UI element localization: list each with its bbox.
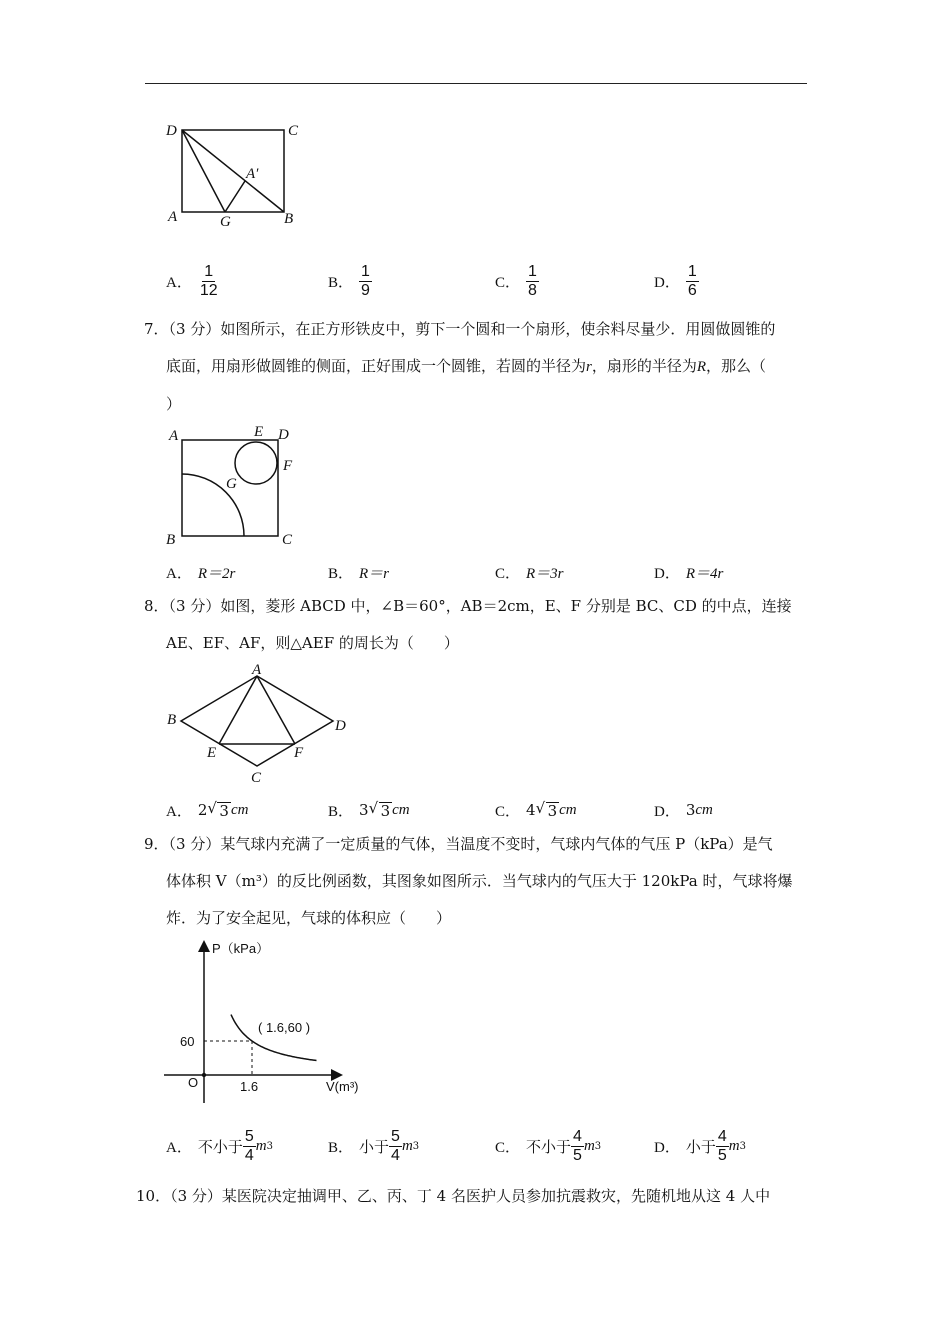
fraction: $\frac{5}{4}$ [244,1127,254,1164]
q9-options [166,1123,826,1169]
q8-label-B: B [167,712,177,728]
q7-label-A: A [169,428,179,444]
q7-option-a[interactable]: A． R＝2r [166,565,236,582]
q8-figure [160,660,360,790]
fraction: $\frac{5}{4}$ [391,1127,400,1164]
header-rule [145,83,807,84]
origin-dot [202,1073,206,1077]
q7-option-d[interactable]: D． R＝4r [654,565,724,582]
q9-option-b[interactable]: B． 小于 $\frac{5}{4}$ m 3 [328,1127,420,1164]
q8-option-b[interactable]: B． 3 √ 3 cm [328,787,410,833]
q9-text: 9．（3 分）某气球内充满了一定质量的气体，当温度不变时，气球内气体的气压 P（kPa）是气 体体积 V（m³）的反比例函数，其图象如图所示．当气球内的气压大于 120kPa 时，气球将爆 炸．为了安全起见，气球的体积应（ ） [144,835,793,927]
q9-option-a[interactable]: A． 不小于 $\frac{5}{4}$ m 3 [166,1127,273,1164]
q8-label-C: C [251,770,262,786]
q8-option-c[interactable]: C． 4 √ 3 cm [495,787,577,833]
q8-label-D: D [335,718,346,734]
q6-label-D: D [166,123,177,139]
q7-option-b[interactable]: B． R＝r [328,565,390,582]
x-axis-label: V(m³) [326,1079,359,1094]
fraction: $\frac{4}{5}$ [573,1127,582,1164]
fraction: $\frac{4}{5}$ [717,1127,727,1164]
sqrt: √ 3 [217,802,231,819]
q6-label-G: G [220,214,231,230]
q6-figure [160,118,320,230]
point-label: ( 1.6,60 ) [258,1020,311,1035]
q6-label-B: B [284,211,294,227]
fraction: $\frac{1}{8}$ [528,262,537,299]
fraction: $\frac{1}{6}$ [687,262,697,299]
q8-label-A: A [252,662,262,678]
sqrt: √ 3 [546,802,560,819]
q6-option-b[interactable]: B． $\frac{1}{9}$ [328,262,370,299]
q10-text: 10．（3 分）某医院决定抽调甲、乙、丙、丁 4 名医护人员参加抗震救灾，先随机地从这 4 人中 [136,1187,771,1205]
sqrt: √ 3 [379,802,393,819]
q7-label-G: G [226,476,237,492]
q8-option-d[interactable]: D． 3 cm [654,801,713,820]
q7-label-C: C [282,532,293,548]
q7-option-c[interactable]: C． R＝3r [495,565,564,582]
q9-option-d[interactable]: D． 小于 $\frac{4}{5}$ m 3 [654,1127,746,1164]
q6-label-Aprime: A′ [246,166,259,182]
q9-chart [160,935,380,1110]
q7-figure [160,420,310,550]
q6-option-a[interactable]: A． $\frac{1}{12}$ [166,262,218,299]
q8-option-a[interactable]: A． 2 √ 3 cm [166,787,248,833]
origin-label: O [188,1075,199,1090]
x-tick-label: 1.6 [240,1079,259,1094]
q6-label-C: C [288,123,299,139]
q8-text: 8．（3 分）如图，菱形 ABCD 中，∠B＝60°，AB＝2cm，E、F 分别是 BC、CD 的中点，连接 AE、EF、AF，则△AEF 的周长为（ ） [144,597,792,652]
q9-option-c[interactable]: C． 不小于 $\frac{4}{5}$ m 3 [495,1127,602,1164]
q6-option-d[interactable]: D． $\frac{1}{6}$ [654,262,697,299]
q7-label-B: B [166,532,176,548]
y-tick-label: 60 [180,1034,195,1049]
q8-label-F: F [294,745,304,761]
q6-option-c[interactable]: C． $\frac{1}{8}$ [495,262,537,299]
q6-label-A: A [168,209,178,225]
q7-label-D: D [278,427,289,443]
q8-label-E: E [207,745,217,761]
fraction: $\frac{1}{9}$ [361,262,370,299]
q7-text: 7．（3 分）如图所示，在正方形铁皮中，剪下一个圆和一个扇形，使余料尽量少．用圆做圆锥的 底面，用扇形做圆锥的侧面，正好围成一个圆锥，若圆的半径为r，扇形的半径为R，那么（ ） [144,320,776,413]
y-axis-label: P（kPa） [212,941,270,956]
q7-label-E: E [254,424,264,440]
fraction: $\frac{1}{12}$ [199,262,218,299]
q7-label-F: F [283,458,293,474]
q6-options [166,258,826,304]
